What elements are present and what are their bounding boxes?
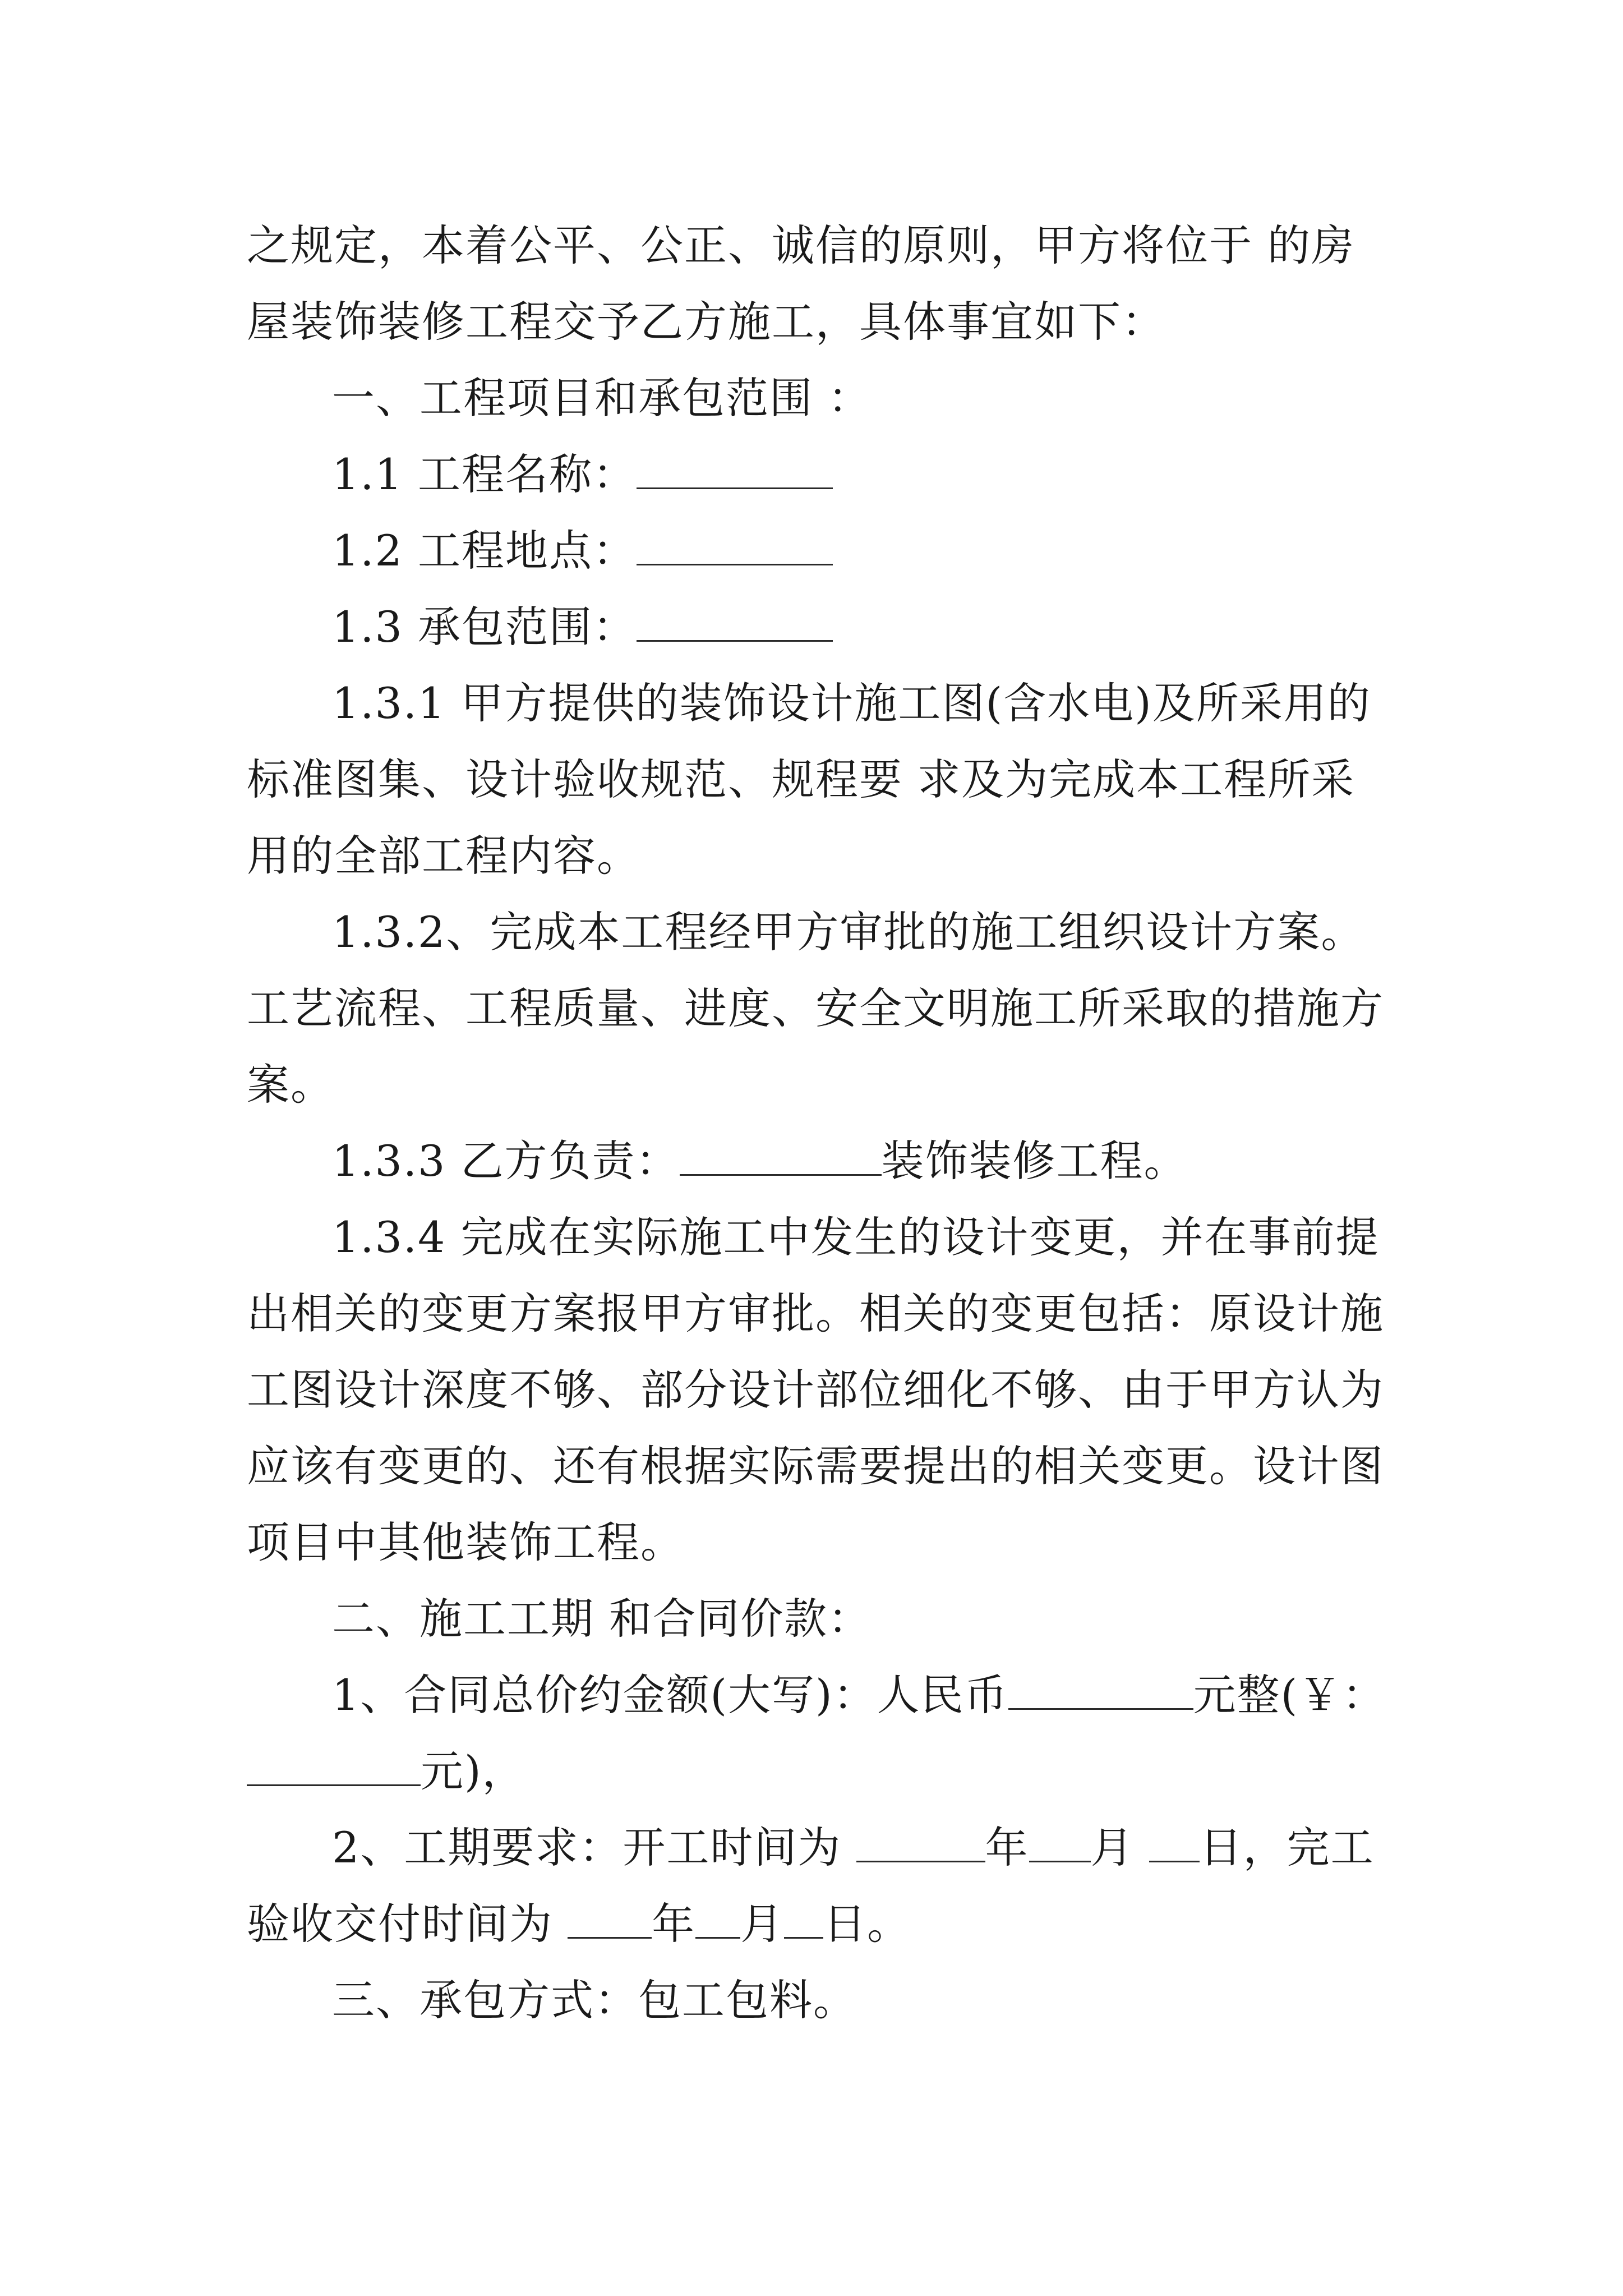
delivery-day-unit: 日。 — [823, 1899, 911, 1949]
section-heading: 一、工程项目和承包范围 ： — [332, 373, 872, 423]
contract-price-number-line — [247, 1733, 1391, 1810]
start-year-blank — [856, 1824, 985, 1862]
price-number-suffix: 元)， — [421, 1746, 526, 1796]
project-name-label: 1.1 工程名称： — [332, 449, 637, 499]
delivery-date-line — [247, 1886, 1391, 1962]
project-name-blank — [637, 450, 833, 489]
delivery-year-unit: 年 — [652, 1899, 696, 1949]
section-heading: 三、承包方式：包工包料。 — [332, 1975, 857, 2025]
responsibility-line — [247, 1123, 1391, 1199]
start-year-unit: 年 — [985, 1823, 1029, 1872]
project-location-line — [247, 513, 1391, 589]
project-location-label: 1.2 工程地点： — [332, 526, 637, 576]
project-name-line — [247, 436, 1391, 513]
start-month-unit: 月 — [1090, 1823, 1149, 1872]
paragraph-line: 用的全部工程内容。 — [247, 831, 640, 881]
price-words-blank — [1008, 1671, 1193, 1710]
paragraph-line: 1.3.4 完成在实际施工中发生的设计变更，并在事前提 — [332, 1212, 1380, 1262]
delivery-month-blank — [695, 1900, 740, 1939]
start-day-unit: 日，完工 — [1199, 1823, 1375, 1872]
delivery-month-unit: 月 — [740, 1899, 785, 1949]
paragraph-line: 案。 — [247, 1060, 334, 1110]
contract-price-line — [247, 1657, 1391, 1733]
delivery-day-blank — [784, 1900, 823, 1939]
paragraph-line: 1.3.1 甲方提供的装饰设计施工图(含水电)及所采用的 — [332, 678, 1371, 728]
paragraph-line: 应该有变更的、还有根据实际需要提出的相关变更。设计图 — [247, 1441, 1384, 1491]
contract-price-label: 1、合同总价约金额(大写)：人民币 — [332, 1670, 1008, 1720]
contract-scope-label: 1.3 承包范围： — [332, 602, 637, 652]
paragraph-line: 1.3.2、完成本工程经甲方审批的施工组织设计方案。 — [332, 907, 1365, 957]
price-number-blank — [247, 1747, 421, 1786]
paragraph-line: 之规定，本着公平、公正、诚信的原则，甲方将位于 的房 — [247, 220, 1355, 270]
contract-scope-line — [247, 589, 1391, 665]
paragraph-line: 项目中其他装饰工程。 — [247, 1517, 684, 1567]
project-location-blank — [637, 527, 833, 565]
delivery-date-label: 验收交付时间为 — [247, 1899, 568, 1949]
start-date-label: 2、工期要求：开工时间为 — [332, 1823, 856, 1872]
start-date-line — [247, 1810, 1391, 1886]
section-heading: 二、施工工期 和合同价款： — [332, 1594, 872, 1644]
delivery-year-blank — [568, 1900, 652, 1939]
start-day-blank — [1149, 1824, 1200, 1862]
paragraph-line: 屋装饰装修工程交予乙方施工，具体事宜如下： — [247, 297, 1165, 347]
responsibility-label: 1.3.3 乙方负责： — [332, 1136, 680, 1186]
responsibility-suffix: 装饰装修工程。 — [881, 1136, 1188, 1186]
paragraph-line: 标准图集、设计验收规范、规程要 求及为完成本工程所采 — [247, 754, 1355, 804]
contract-price-suffix: 元整(￥： — [1193, 1670, 1386, 1720]
start-month-blank — [1029, 1824, 1091, 1862]
responsibility-blank — [680, 1137, 882, 1176]
contract-body — [247, 208, 1391, 2039]
paragraph-line: 出相关的变更方案报甲方审批。相关的变更包括：原设计施 — [247, 1289, 1384, 1338]
paragraph-line: 工图设计深度不够、部分设计部位细化不够、由于甲方认为 — [247, 1365, 1384, 1415]
contract-scope-blank — [637, 603, 833, 642]
paragraph-line: 工艺流程、工程质量、进度、安全文明施工所采取的措施方 — [247, 983, 1384, 1033]
